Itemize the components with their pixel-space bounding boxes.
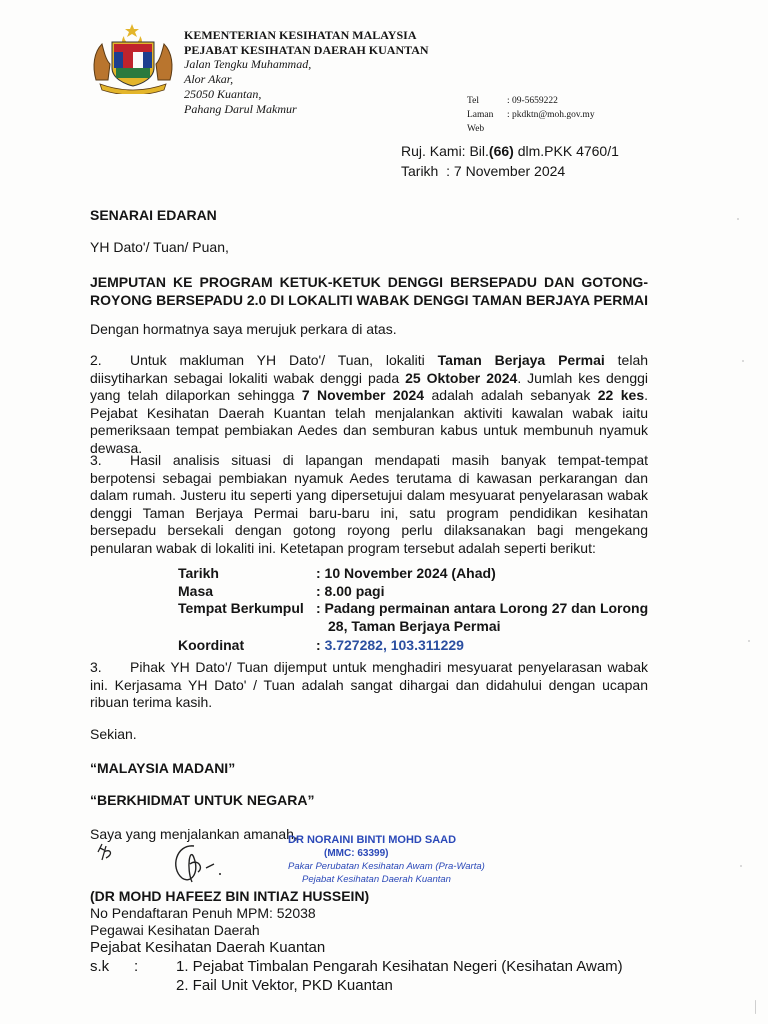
- tarikh-label: Tarikh :: [401, 163, 451, 179]
- signatory-registration: No Pendaftaran Penuh MPM: 52038: [90, 905, 316, 921]
- signatory-title: Pegawai Kesihatan Daerah: [90, 922, 260, 938]
- coordinate-link[interactable]: 3.727282, 103.311229: [324, 637, 464, 653]
- detail-value-continued: 28, Taman Berjaya Permai: [328, 617, 501, 634]
- paragraph-text: Hasil analisis situasi di lapangan mendapati masih banyak tempat-tempat berpotensi sebagai pembiakan nyamuk Aedes terutama di kawasan perkarangan dan dalam rumah. Justeru itu seperti yang dipersetujui dalam mesyuarat penyelarasan wabak denggi Taman Berjaya Permai baru-baru ini, satu program pendidikan kesihatan bersepadu bersekali dengan gotong royong perlu dilaksanakan bagi mengekang penularan wabak di lokaliti ini. Ketetapan program tersebut adalah seperti berikut:: [90, 452, 648, 556]
- office-name: PEJABAT KESIHATAN DAERAH KUANTAN: [184, 43, 429, 57]
- tel-value: : 09-5659222: [507, 96, 558, 106]
- detail-label: Koordinat: [178, 637, 245, 653]
- cc-label: s.k: [90, 958, 110, 975]
- paragraph-text: adalah adalah sebanyak: [424, 387, 598, 403]
- signatory-name: (DR MOHD HAFEEZ BIN INTIAZ HUSSEIN): [90, 888, 370, 904]
- cc-item: 1. Pejabat Timbalan Pengarah Kesihatan Negeri (Kesihatan Awam): [176, 958, 623, 975]
- ministry-name: KEMENTERIAN KESIHATAN MALAYSIA: [184, 28, 417, 42]
- detail-value: : 8.00 pagi: [316, 582, 385, 599]
- ruj-suffix: dlm.PKK 4760/1: [513, 143, 619, 159]
- motto-malaysia-madani: “MALAYSIA MADANI”: [90, 760, 236, 776]
- case-count: 22 kes: [597, 387, 645, 403]
- distribution-heading: SENARAI EDARAN: [90, 207, 217, 223]
- address-line: Jalan Tengku Muhammad,: [184, 57, 312, 71]
- stamp-role: Pakar Perubatan Kesihatan Awam (Pra-Warta): [288, 861, 485, 872]
- tarikh-value: 7 November 2024: [453, 163, 566, 179]
- paragraph-text: . Jumlah kes denggi yang telah dilaporkan sehingga: [90, 369, 649, 403]
- paragraph-text: Untuk makluman YH Dato'/ Tuan, lokaliti: [130, 352, 438, 368]
- detail-label: Tarikh: [178, 565, 219, 581]
- ruj-prefix: Bil.: [469, 143, 489, 159]
- signatory-office: Pejabat Kesihatan Daerah Kuantan: [90, 939, 326, 956]
- salutation: YH Dato'/ Tuan/ Puan,: [90, 239, 229, 255]
- tel-label: Tel: [467, 96, 479, 106]
- paragraph-text: Pihak YH Dato'/ Tuan dijemput untuk menghadiri mesyuarat penyelarasan wabak ini. Kerjasama YH Dato' / Tuan adalah sangat dihargai dan didahului dengan ucapan ribuan terima kasih.: [90, 659, 648, 710]
- paragraph-text: telah diisytiharkan sebagai lokaliti wabak denggi pada: [90, 352, 649, 386]
- paragraph-number: 2.: [90, 352, 102, 368]
- amanah-line: Saya yang menjalankan amanah,: [90, 826, 298, 842]
- detail-label: Masa: [178, 582, 214, 599]
- web-value: : pkdktn@moh.gov.my: [507, 110, 595, 120]
- detail-value: : 10 November 2024 (Ahad): [316, 565, 496, 581]
- address-line: 25050 Kuantan,: [184, 87, 262, 101]
- paragraph-number: 3.: [90, 452, 102, 468]
- detail-value: :: [316, 637, 325, 653]
- declaration-date: 25 Oktober 2024: [405, 369, 518, 386]
- cc-item: 2. Fail Unit Vektor, PKD Kuantan: [176, 977, 393, 994]
- report-date: 7 November 2024: [301, 387, 425, 403]
- motto-berkhidmat: “BERKHIDMAT UNTUK NEGARA”: [90, 792, 315, 808]
- stamp-office: Pejabat Kesihatan Daerah Kuantan: [302, 874, 451, 885]
- web-label: Laman Web: [467, 110, 494, 134]
- detail-label: Tempat Berkumpul: [178, 600, 304, 616]
- cc-colon: :: [134, 958, 139, 975]
- ruj-label: Ruj. Kami:: [401, 143, 466, 159]
- paragraph-text: . Pejabat Kesihatan Daerah Kuantan telah menjalankan aktiviti kawalan wabak iaitu pemeriksaan tempat pembiakan Aedes dan semburan kabus untuk membunuh nyamuk dewasa.: [90, 387, 649, 456]
- subject-title: JEMPUTAN KE PROGRAM KETUK-KETUK DENGGI BERSEPADU DAN GOTONG-ROYONG BERSEPADU 2.0 DI LOKALITI WABAK DENGGI TAMAN BERJAYA PERMAI: [90, 274, 648, 308]
- stamp-name: DR NORAINI BINTI MOHD SAAD: [288, 834, 457, 846]
- stamp-mmc: (MMC: 63399): [324, 848, 389, 859]
- opening-line: Dengan hormatnya saya merujuk perkara di atas.: [90, 321, 397, 337]
- locality-name: Taman Berjaya Permai: [437, 352, 605, 368]
- detail-value: : Padang permainan antara Lorong 27 dan Lorong: [316, 600, 649, 616]
- address-line: Pahang Darul Makmur: [184, 102, 297, 116]
- closing: Sekian.: [90, 726, 137, 742]
- address-line: Alor Akar,: [184, 72, 234, 86]
- paragraph-number: 3.: [90, 659, 102, 675]
- ruj-number: (66): [488, 143, 514, 159]
